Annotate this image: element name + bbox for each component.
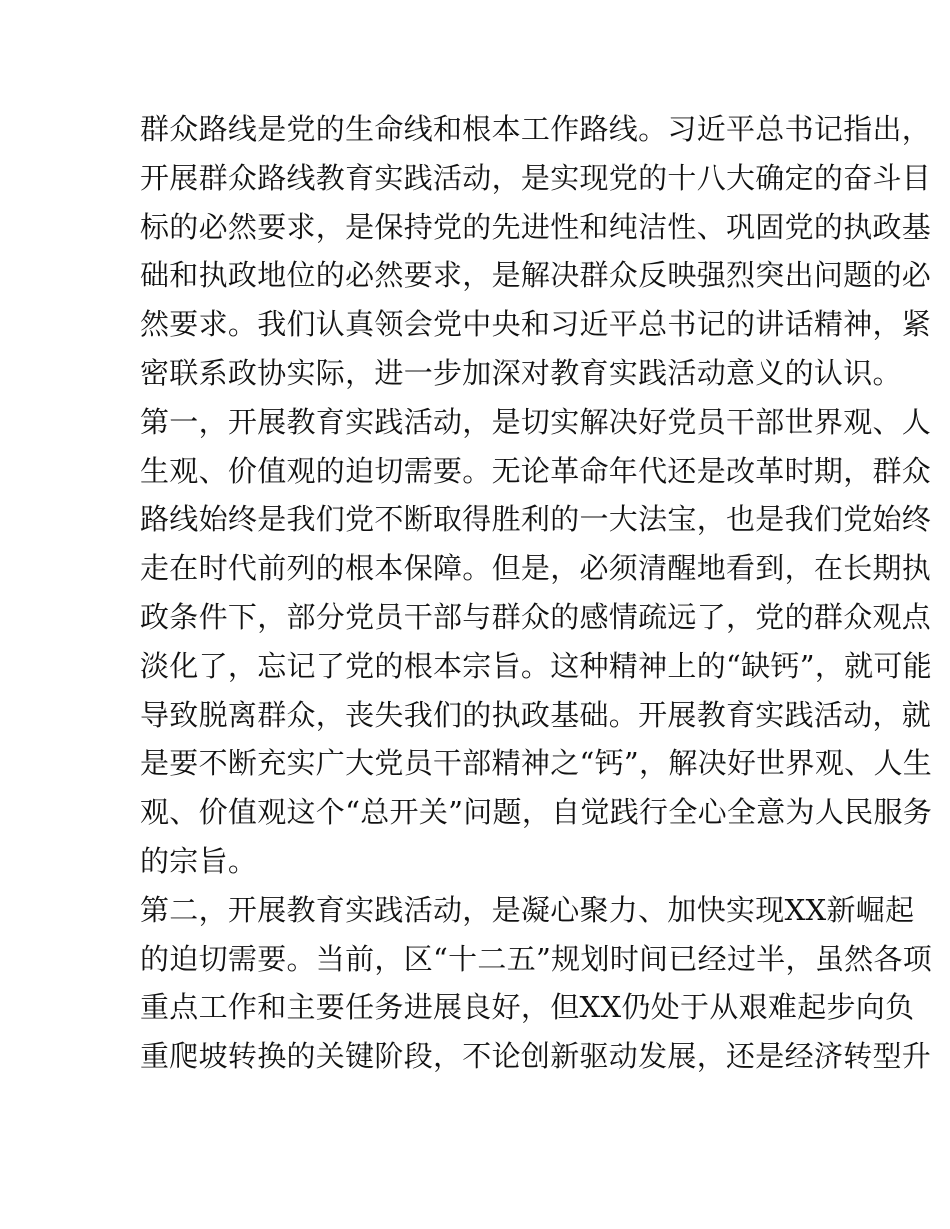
text-line: 是要不断充实广大党员干部精神之“钙”，解决好世界观、人生 [140,746,933,781]
text-line: 的宗旨。 [140,843,258,878]
text-line: 导致脱离群众，丧失我们的执政基础。开展教育实践活动，就 [140,697,932,732]
text-line: 开展群众路线教育实践活动，是实现党的十八大确定的奋斗目 [140,160,932,195]
text-line: 础和执政地位的必然要求，是解决群众反映强烈突出问题的必 [140,258,932,293]
text-line: 观、价值观这个“总开关”问题，自觉践行全心全意为人民服务 [140,795,933,830]
text-line: 密联系政协实际，进一步加深对教育实践活动意义的认识。 [140,355,902,390]
text-line: 然要求。我们认真领会党中央和习近平总书记的讲话精神，紧 [140,307,932,342]
text-line: 生观、价值观的迫切需要。无论革命年代还是改革时期，群众 [140,453,932,488]
text-line: 标的必然要求，是保持党的先进性和纯洁性、巩固党的执政基 [140,209,932,244]
text-line: 的迫切需要。当前，区“十二五”规划时间已经过半，虽然各项 [140,941,933,976]
text-line: 政条件下，部分党员干部与群众的感情疏远了，党的群众观点 [140,599,932,634]
text-line: 路线始终是我们党不断取得胜利的一大法宝，也是我们党始终 [140,502,932,537]
text-line: 第一，开展教育实践活动，是切实解决好党员干部世界观、人 [140,404,932,439]
body-text [140,105,933,1081]
text-line: 重点工作和主要任务进展良好，但XX仍处于从艰难起步向负 [140,990,915,1025]
text-line: 淡化了，忘记了党的根本宗旨。这种精神上的“缺钙”，就可能 [140,648,933,683]
text-line: 第二，开展教育实践活动，是凝心聚力、加快实现XX新崛起 [140,892,915,927]
text-line: 重爬坡转换的关键阶段，不论创新驱动发展，还是经济转型升 [140,1039,932,1074]
text-line: 群众路线是党的生命线和根本工作路线。习近平总书记指出， [140,112,932,146]
text-line: 走在时代前列的根本保障。但是，必须清醒地看到，在长期执 [140,551,932,586]
